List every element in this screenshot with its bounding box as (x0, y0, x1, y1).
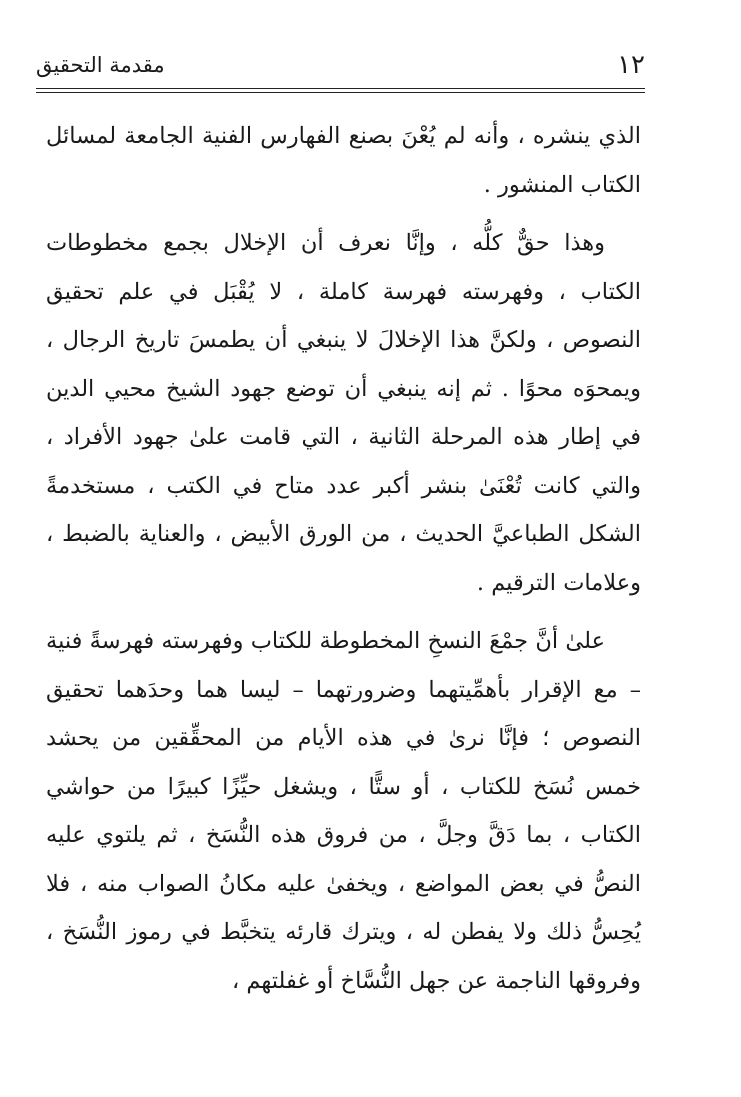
running-header (36, 48, 645, 88)
paragraph: علىٰ أنَّ جمْعَ النسخِ المخطوطة للكتاب وفهرسته فهرسةً فنية – مع الإقرار بأهمِّيتهما وضرورتهما – ليسا هما وحدَهما تحقيق النصوص ؛ فإنَّا نرىٰ في هذه الأيام من المحقِّقين من يحشد خمس نُسَخ للكتاب ، أو ستًّا ، ويشغل حيِّزًا كبيرًا من حواشي الكتاب ، بما دَقَّ وجلَّ ، من فروق هذه النُّسَخ ، ثم يلتوي عليه النصُّ في بعض المواضع ، ويخفىٰ عليه مكانُ الصواب منه ، فلا يُحِسُّ ذلك ولا يفطن له ، ويترك قارئه يتخبَّط في رموز النُّسَخ ، وفروقها الناجمة عن جهل النُّسَّاخ أو غفلتهم ، (46, 628, 641, 994)
header-rule-bottom (36, 92, 645, 93)
paragraph: الذي ينشره ، وأنه لم يُعْنَ بصنع الفهارس الفنية الجامعة لمسائل الكتاب المنشور . (46, 123, 641, 198)
page-number: ١٢ (617, 50, 645, 80)
header-rule-top (36, 88, 645, 89)
body-text (46, 112, 641, 1015)
paragraph: وهذا حقٌّ كلُّه ، وإنَّا نعرف أن الإخلال بجمع مخطوطات الكتاب ، وفهرسته فهرسة كاملة ، لا يُقْبَل في علم تحقيق النصوص ، ولكنَّ هذا الإخلالَ لا ينبغي أن يطمسَ تاريخ الرجال ، ويمحوَه محوًا . ثم إنه ينبغي أن توضع جهود الشيخ محيي الدين في إطار هذه المرحلة الثانية ، التي قامت علىٰ جهود الأفراد ، والتي كانت تُعْنَىٰ بنشر أكبر عدد متاح في الكتب ، مستخدمةً الشكل الطباعيَّ الحديث ، من الورق الأبيض ، والعناية بالضبط ، وعلامات الترقيم . (46, 230, 641, 596)
running-head-title: مقدمة التحقيق (36, 53, 165, 77)
